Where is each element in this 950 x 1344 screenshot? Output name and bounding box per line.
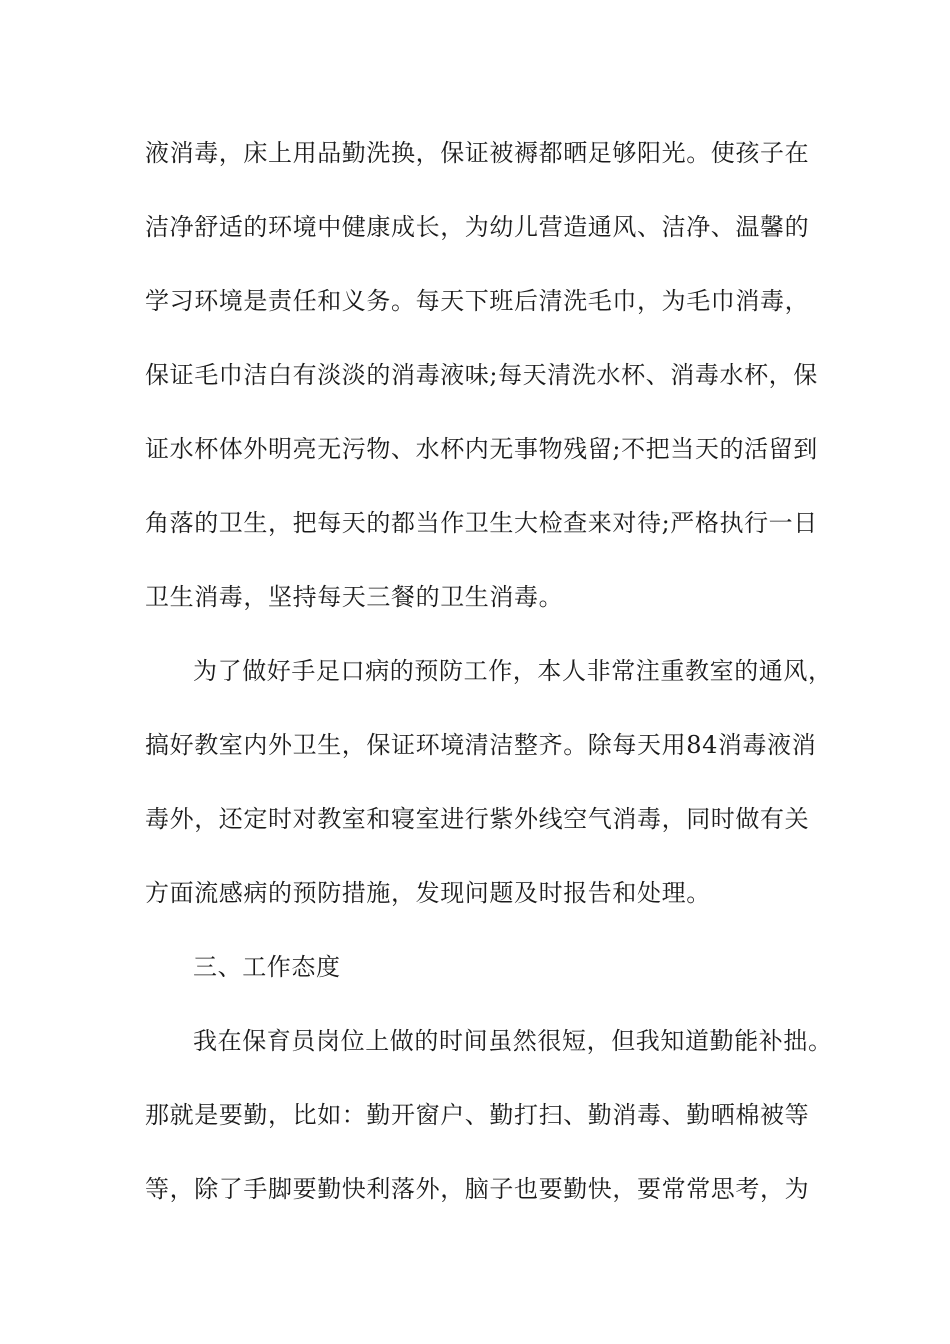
text-line: 证水杯体外明亮无污物、水杯内无事物残留;不把当天的活留到 <box>145 435 818 463</box>
paragraph-first-line: 我在保育员岗位上做的时间虽然很短，但我知道勤能补拙。 <box>193 1027 833 1055</box>
text-line: 方面流感病的预防措施，发现问题及时报告和处理。 <box>145 879 711 907</box>
text-line: 洁净舒适的环境中健康成长，为幼儿营造通风、洁净、温馨的 <box>145 213 810 241</box>
section-heading: 三、工作态度 <box>193 953 341 981</box>
text-line: 等，除了手脚要勤快利落外，脑子也要勤快，要常常思考，为 <box>145 1175 810 1203</box>
text-line: 保证毛巾洁白有淡淡的消毒液味;每天清洗水杯、消毒水杯，保 <box>145 361 818 389</box>
text-line: 毒外，还定时对教室和寝室进行紫外线空气消毒，同时做有关 <box>145 805 810 833</box>
document-body <box>145 133 833 1243</box>
text-line: 液消毒，床上用品勤洗换，保证被褥都晒足够阳光。使孩子在 <box>145 139 810 167</box>
paragraph-first-line: 为了做好手足口病的预防工作，本人非常注重教室的通风， <box>193 657 833 685</box>
text-line: 那就是要勤，比如：勤开窗户、勤打扫、勤消毒、勤晒棉被等 <box>145 1101 810 1129</box>
text-line: 角落的卫生，把每天的都当作卫生大检查来对待;严格执行一日 <box>145 509 818 537</box>
text-line: 卫生消毒，坚持每天三餐的卫生消毒。 <box>145 583 564 611</box>
text-line: 搞好教室内外卫生，保证环境清洁整齐。除每天用84消毒液消 <box>145 731 817 759</box>
text-line: 学习环境是责任和义务。每天下班后清洗毛巾，为毛巾消毒， <box>145 287 810 315</box>
